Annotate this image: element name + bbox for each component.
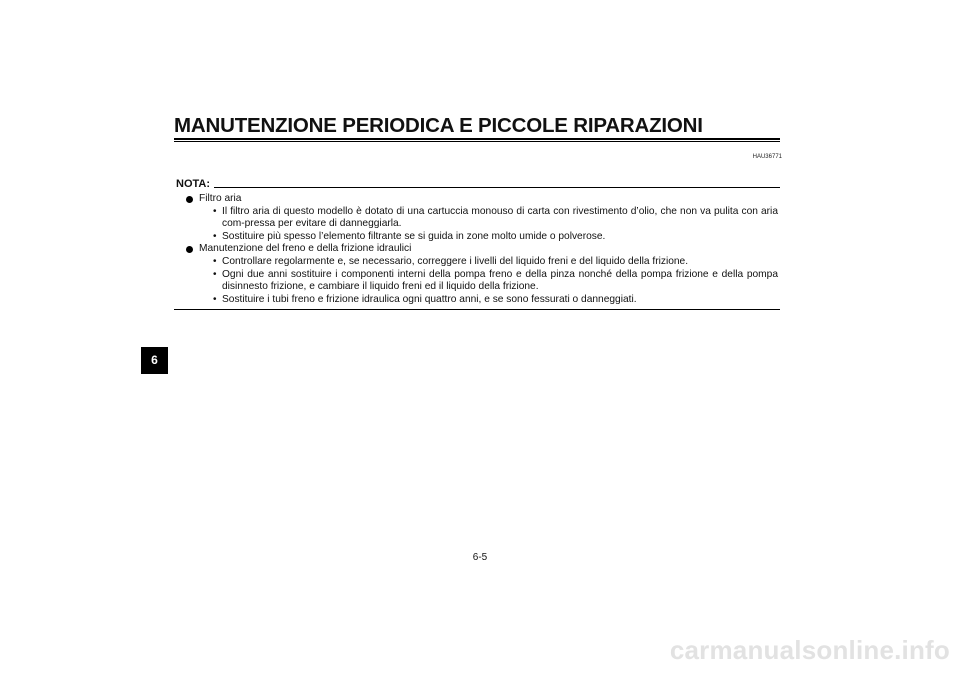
small-bullet-icon: • <box>213 205 217 217</box>
list-item: • Sostituire più spesso l’elemento filtrante se si guida in zone molto umide o polverose. <box>213 230 606 242</box>
page-number: 6-5 <box>472 552 488 563</box>
topic-items <box>199 206 780 244</box>
small-bullet-icon: • <box>213 268 217 280</box>
section-code: HAU36771 <box>752 154 782 160</box>
small-bullet-icon: • <box>213 255 217 267</box>
note-rule <box>214 187 780 188</box>
small-bullet-icon: • <box>213 293 217 305</box>
list-item: • Ogni due anni sostituire i componenti interni della pompa freno e della pinza nonché della pompa frizione e della pompa disinnesto frizione, e cambiare il liquido freni ed il liquido della frizione. <box>213 268 778 293</box>
topic-title: Manutenzione del freno e della frizione idraulici <box>199 243 412 255</box>
list-item: • Il filtro aria di questo modello è dotato di una cartuccia monouso di carta con rivestimento d’olio, che non va pulita con aria com-pressa per evitare di danneggiarla. <box>213 205 778 230</box>
topic-air-filter <box>186 193 780 243</box>
page-title: MANUTENZIONE PERIODICA E PICCOLE RIPARAZIONI <box>174 114 703 137</box>
note-label: NOTA: <box>176 178 211 190</box>
bullet-icon <box>186 196 193 203</box>
watermark: carmanualsonline.info <box>669 635 950 665</box>
list-item: • Controllare regolarmente e, se necessario, correggere i livelli del liquido freni e del liquido della frizione. <box>213 255 689 267</box>
bullet-icon <box>186 246 193 253</box>
list-item: • Sostituire i tubi freno e frizione idraulica ogni quattro anni, e se sono fessurati o danneggiati. <box>213 293 637 305</box>
note-body <box>186 193 780 306</box>
chapter-tab: 6 <box>141 347 168 374</box>
title-rule <box>174 138 780 142</box>
note-bottom-rule <box>174 309 780 310</box>
topic-items <box>199 256 780 306</box>
topic-hydraulic-brake-clutch <box>186 243 780 306</box>
small-bullet-icon: • <box>213 230 217 242</box>
topic-title: Filtro aria <box>199 193 242 204</box>
